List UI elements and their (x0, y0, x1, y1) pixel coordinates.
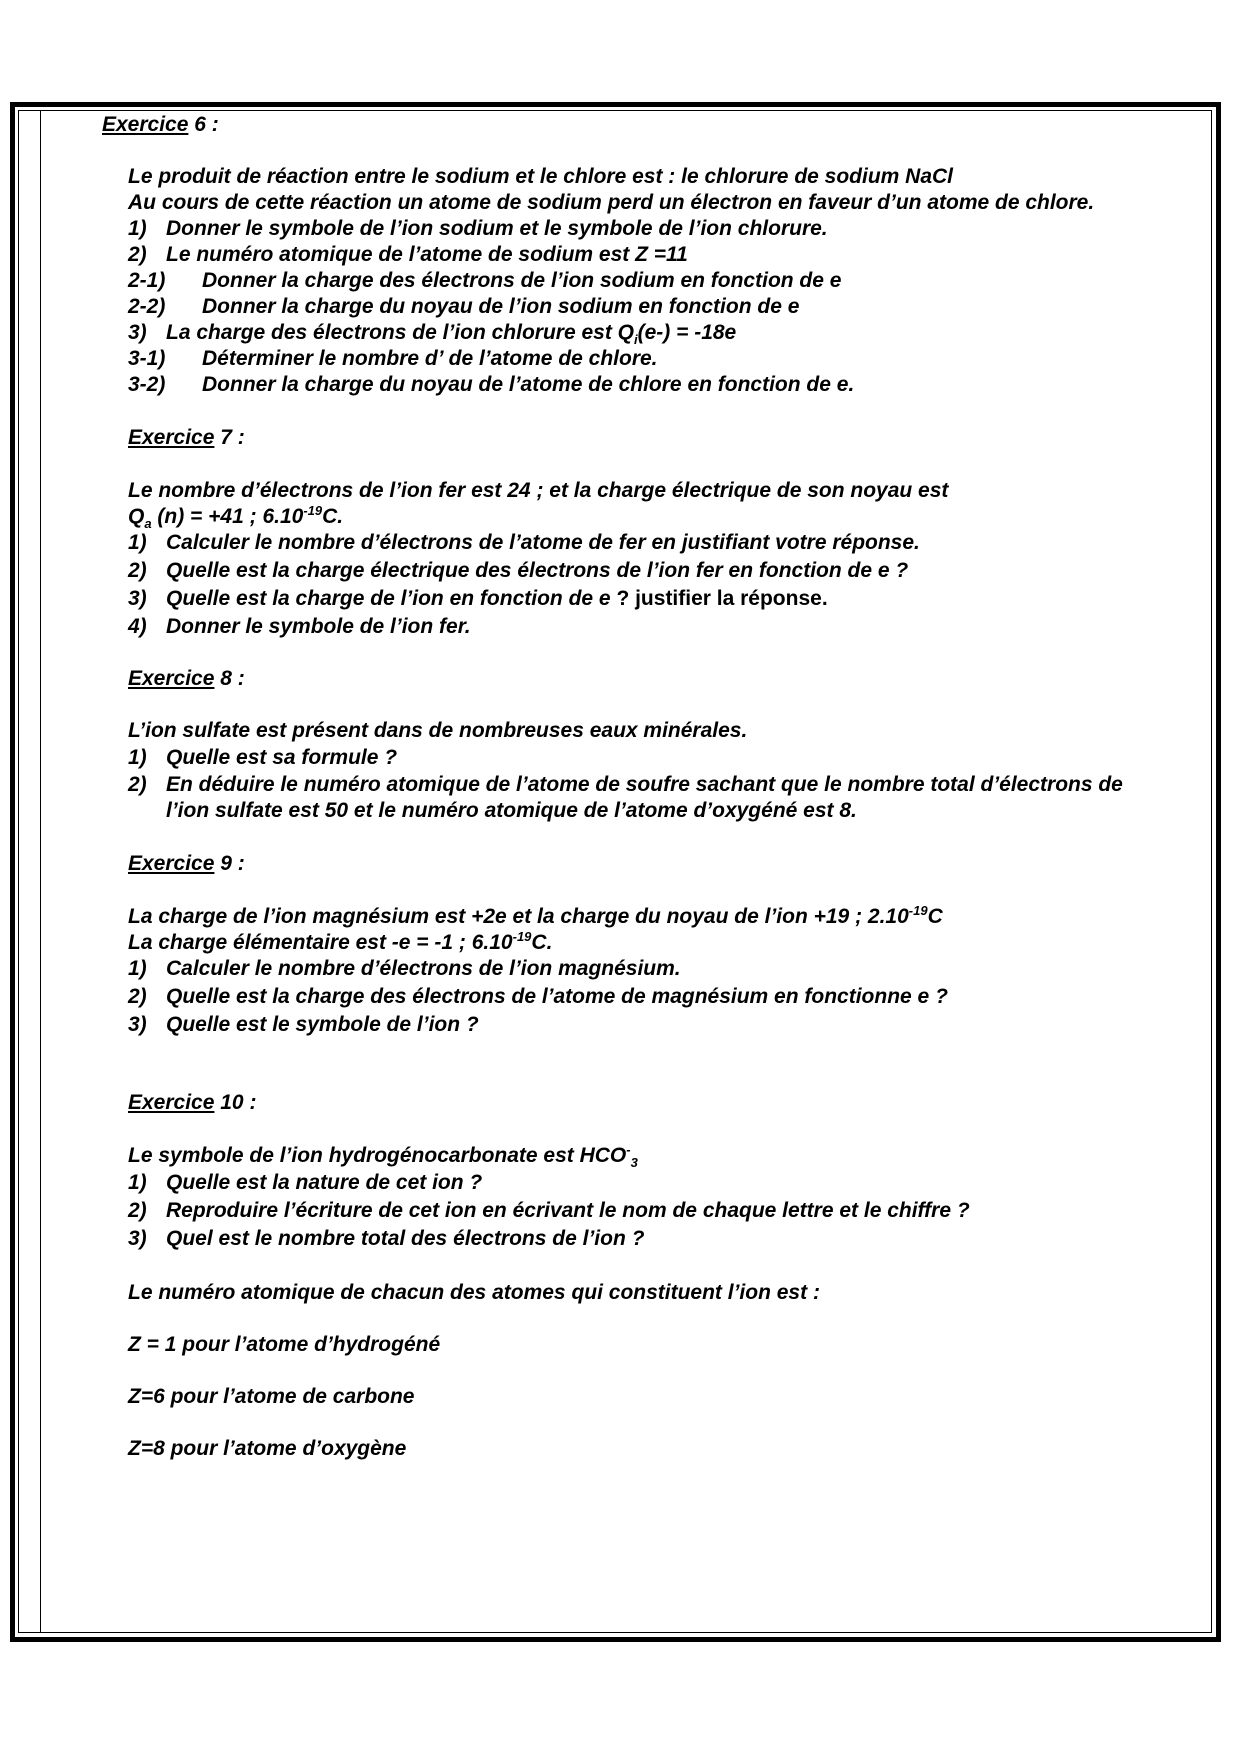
exercise-7-intro-1: Le nombre d’électrons de l’ion fer est 24 ; et la charge électrique de son noyau est (128, 479, 949, 502)
exercise-6-question-2-2: 2-2) Donner la charge du noyau de l’ion sodium en fonction de e (128, 295, 800, 318)
exercise-7-question-3: 3) Quelle est la charge de l’ion en fonction de e ? justifier la réponse. (128, 587, 828, 610)
exercise-7-question-2: 2) Quelle est la charge électrique des électrons de l’ion fer en fonction de e ? (128, 559, 909, 582)
exercise-6-title: Exercice 6 : (102, 113, 219, 136)
exercise-10-question-1: 1) Quelle est la nature de cet ion ? (128, 1171, 483, 1194)
exercise-10-paragraph-1: Le numéro atomique de chacun des atomes qui constituent l’ion est : (128, 1281, 820, 1304)
exercise-6-question-2: 2) Le numéro atomique de l’atome de sodium est Z =11 (128, 243, 688, 266)
exercise-10-title: Exercice 10 : (128, 1091, 257, 1114)
exercise-9-intro-1: La charge de l’ion magnésium est +2e et la charge du noyau de l’ion +19 ; $2.10^{-19}C$ (128, 903, 943, 928)
exercise-6-intro-1: Le produit de réaction entre le sodium et le chlore est : le chlorure de sodium NaCl (128, 165, 954, 188)
exercise-8-intro-1: L’ion sulfate est présent dans de nombreuses eaux minérales. (128, 719, 748, 742)
exercise-8-question-2-cont: l’ion sulfate est 50 et le numéro atomique de l’atome d’oxygéné est 8. (166, 799, 857, 822)
exercise-6-question-3-1: 3-1) Déterminer le nombre d’ de l’atome de chlore. (128, 347, 658, 370)
exercise-7-intro-2: $Q_a$ (n) = +41 ; $6.10^{-19}C$. (128, 503, 344, 532)
exercise-6-question-3-2: 3-2) Donner la charge du noyau de l’atome de chlore en fonction de e. (128, 373, 855, 396)
exercise-10-question-3: 3) Quel est le nombre total des électrons de l’ion ? (128, 1227, 645, 1250)
exercise-10-paragraph-2: Z = 1 pour l’atome d’hydrogéné (128, 1333, 441, 1356)
exercise-9-question-2: 2) Quelle est la charge des électrons de l’atome de magnésium en fonctionne e ? (128, 985, 948, 1008)
exercise-6-question-1: 1) Donner le symbole de l’ion sodium et le symbole de l’ion chlorure. (128, 217, 828, 240)
exercise-8-question-1: 1) Quelle est sa formule ? (128, 746, 398, 769)
exercise-10-question-2: 2) Reproduire l’écriture de cet ion en écrivant le nom de chaque lettre et le chiffre ? (128, 1199, 970, 1222)
exercise-8-question-2: 2) En déduire le numéro atomique de l’atome de soufre sachant que le nombre total d’électrons de (128, 773, 1123, 796)
exercise-6-question-2-1: 2-1) Donner la charge des électrons de l’ion sodium en fonction de e (128, 269, 842, 292)
exercise-10-paragraph-4: Z=8 pour l’atome d’oxygène (128, 1437, 407, 1460)
exercise-10-intro-1: Le symbole de l’ion hydrogénocarbonate est $HCO^-_3$ (128, 1142, 638, 1171)
exercise-9-title: Exercice 9 : (128, 852, 245, 875)
exercise-9-intro-2: La charge élémentaire est -e = -1 ; $6.10^{-19}C$. (128, 929, 553, 954)
exercise-7-question-1: 1) Calculer le nombre d’électrons de l’atome de fer en justifiant votre réponse. (128, 531, 920, 554)
exercise-10-paragraph-3: Z=6 pour l’atome de carbone (128, 1385, 415, 1408)
exercise-6-intro-2: Au cours de cette réaction un atome de sodium perd un électron en faveur d’un atome de chlore. (128, 191, 1095, 214)
exercise-9-question-3: 3) Quelle est le symbole de l’ion ? (128, 1013, 479, 1036)
exercise-9-question-1: 1) Calculer le nombre d’électrons de l’ion magnésium. (128, 957, 681, 980)
exercise-6-question-3: 3) La charge des électrons de l’ion chlorure est $Q_i(e-) = -18e$ (128, 321, 737, 348)
exercise-7-title: Exercice 7 : (128, 426, 245, 449)
exercise-8-title: Exercice 8 : (128, 667, 245, 690)
exercise-7-question-4: 4) Donner le symbole de l’ion fer. (128, 615, 471, 638)
